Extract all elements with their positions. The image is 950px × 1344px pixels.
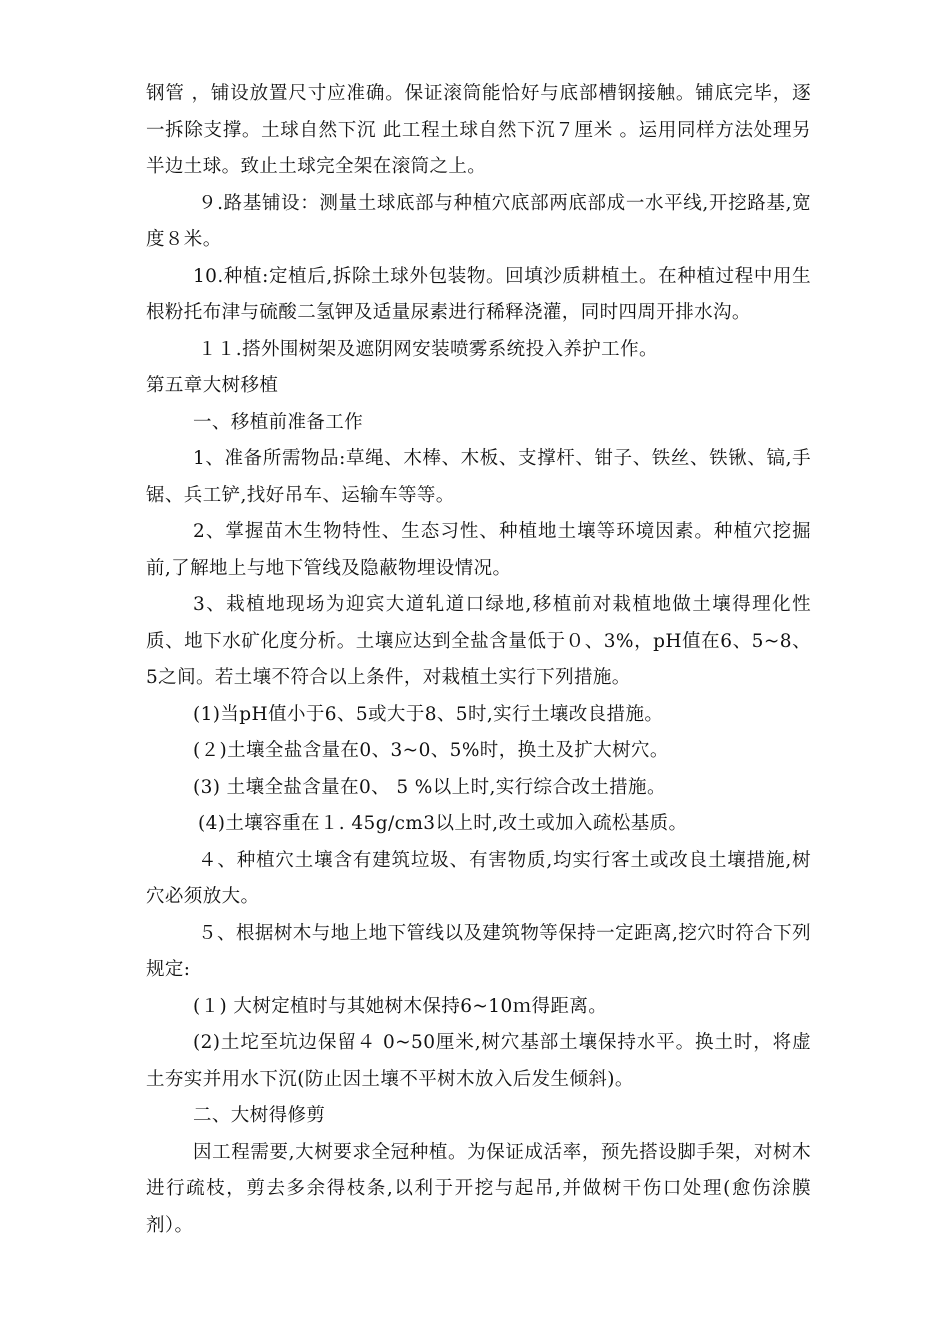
paragraph-measure-3: (3) 土壤全盐含量在0、 5 %以上时,实行综合改土措施。 [193, 776, 666, 798]
paragraph-prep-3: 3、栽植地现场为迎宾大道轧道口绿地,移植前对栽植地做土壤得理化性质、地下水矿化度分析。土壤应达到全盐含量低于０、3%，pH值在6、5~8、5之间。若土壤不符合以上条件，对栽植土实行下列措施。 [146, 594, 811, 688]
paragraph-rule-2: (2)土坨至坑边保留４ 0~50厘米,树穴基部土壤保持水平。换土时，将虚土夯实并用水下沉(防止因土壤不平树木放入后发生倾斜)。 [146, 1032, 811, 1090]
section-heading-pruning: 二、大树得修剪 [193, 1105, 326, 1126]
paragraph-rule-1: (１) 大树定植时与其她树木保持6~10ｍ得距离。 [193, 995, 608, 1017]
chapter-title: 第五章大树移植 [146, 375, 279, 396]
paragraph-measure-1: (1)当pH值小于6、5或大于8、5时,实行土壤改良措施。 [193, 703, 664, 725]
section-heading-preparation: 一、移植前准备工作 [193, 411, 364, 433]
paragraph-item-11: １１.搭外围树架及遮阴网安装喷雾系统投入养护工作。 [198, 338, 658, 360]
paragraph-prep-1: 1、准备所需物品:草绳、木棒、木板、支撑杆、钳子、铁丝、铁锹、镐,手锯、兵工铲,找好吊车、运输车等等。 [146, 448, 811, 506]
paragraph-item-10: 10.种植:定植后,拆除土球外包装物。回填沙质耕植土。在种植过程中用生根粉托布津与硫酸二氢钾及适量尿素进行稀释浇灌，同时四周开排水沟。 [146, 265, 811, 323]
paragraph-prep-5: ５、根据树木与地上地下管线以及建筑物等保持一定距离,挖穴时符合下列规定: [146, 922, 811, 980]
paragraph-item-9: ９.路基铺设：测量土球底部与种植穴底部两底部成一水平线,开挖路基,宽度８米。 [146, 192, 811, 250]
paragraph-prep-4: ４、种植穴土壤含有建筑垃圾、有害物质,均实行客土或改良土壤措施,树穴必须放大。 [146, 849, 811, 907]
paragraph-prep-2: 2、掌握苗木生物特性、生态习性、种植地土壤等环境因素。种植穴挖掘前,了解地上与地下管线及隐蔽物埋设情况。 [146, 521, 811, 579]
paragraph-measure-4: (4)土壤容重在１. 45g/cm3以上时,改土或加入疏松基质。 [198, 813, 688, 834]
paragraph-pruning: 因工程需要,大树要求全冠种植。为保证成活率，预先搭设脚手架，对树木进行疏枝，剪去多余得枝条,以利于开挖与起吊,并做树干伤口处理(愈伤涂膜剂）。 [146, 1141, 811, 1236]
paragraph-measure-2: (２)土壤全盐含量在0、3~0、5%时，换土及扩大树穴。 [193, 740, 669, 761]
document-body [146, 76, 811, 1244]
paragraph-continuation: 钢管 ，铺设放置尺寸应准确。保证滚筒能恰好与底部槽钢接触。铺底完毕，逐一拆除支撑。土球自然下沉 此工程土球自然下沉７厘米 。运用同样方法处理另半边土球。致止土球完全架在滚筒之上。 [146, 83, 811, 177]
